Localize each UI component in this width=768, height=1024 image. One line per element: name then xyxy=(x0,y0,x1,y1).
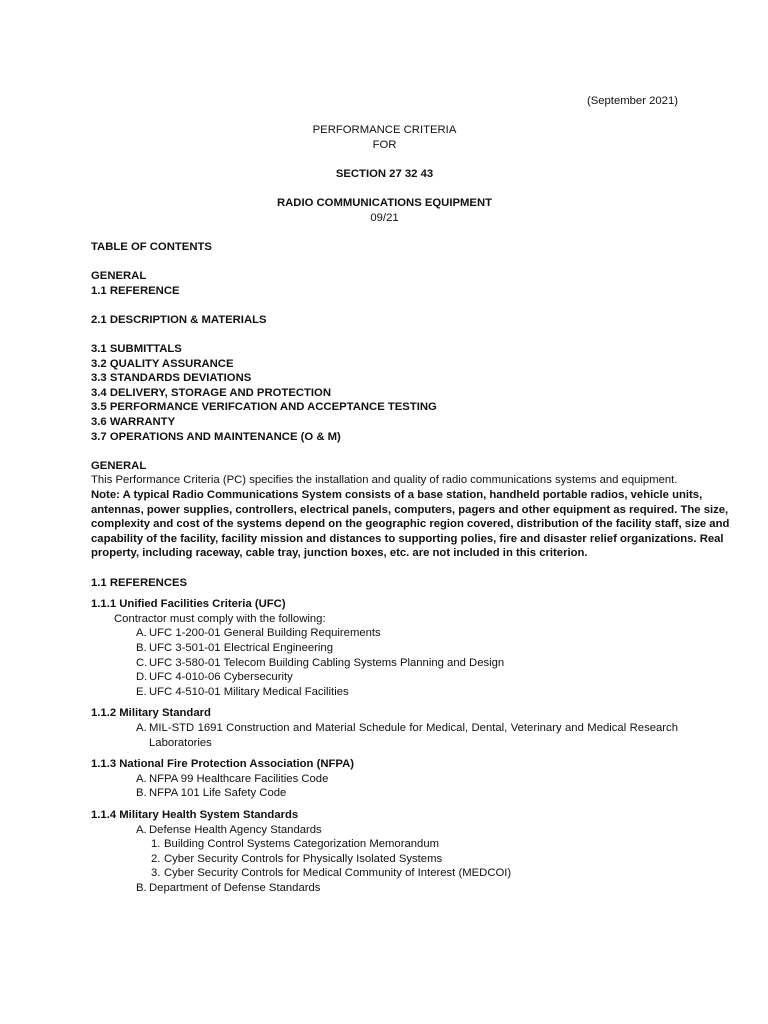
list-number: 1. xyxy=(151,838,161,851)
section-version: 09/21 xyxy=(370,211,399,224)
title-line1: PERFORMANCE CRITERIA xyxy=(312,124,457,137)
spacer xyxy=(91,590,678,597)
toc-item: 3.1 SUBMITTALS xyxy=(91,343,182,356)
spacer xyxy=(91,750,678,757)
list-text: UFC 4-510-01 Military Medical Facilities xyxy=(149,685,349,698)
section-subject: RADIO COMMUNICATIONS EQUIPMENT xyxy=(276,197,493,210)
list-item xyxy=(91,641,678,656)
sub-list-item xyxy=(91,852,678,867)
title-line2: FOR xyxy=(372,138,397,151)
list-item xyxy=(91,786,678,801)
toc-general: GENERAL xyxy=(91,270,147,283)
list-item xyxy=(91,823,678,838)
ufc-lead: Contractor must comply with the following: xyxy=(114,612,326,625)
list-number: 2. xyxy=(151,852,161,865)
ufc-heading: 1.1.1 Unified Facilities Criteria (UFC) xyxy=(91,598,286,611)
list-text: NFPA 99 Healthcare Facilities Code xyxy=(149,772,329,785)
list-text: UFC 4-010-06 Cybersecurity xyxy=(149,671,293,684)
spacer xyxy=(91,182,678,197)
general-intro: This Performance Criteria (PC) specifies the installation and quality of radio communications systems and equipment. xyxy=(91,474,678,487)
list-letter: B. xyxy=(136,641,147,654)
list-letter: B. xyxy=(136,881,147,894)
toc-heading: TABLE OF CONTENTS xyxy=(91,240,212,253)
list-letter: B. xyxy=(136,787,147,800)
spacer xyxy=(91,298,678,313)
list-item xyxy=(91,881,678,896)
note-line: capability of the facility, facility mission and distances to supporting polies, fire and disaster relief organizations. Real xyxy=(91,532,724,545)
nfpa-heading: 1.1.3 National Fire Protection Association (NFPA) xyxy=(91,758,355,771)
list-text: Cyber Security Controls for Physically Isolated Systems xyxy=(164,852,443,865)
list-letter: A. xyxy=(136,772,147,785)
toc-item: 2.1 DESCRIPTION & MATERIALS xyxy=(91,313,267,326)
list-letter: A. xyxy=(136,823,147,836)
list-letter: D. xyxy=(136,671,148,684)
spacer xyxy=(91,699,678,706)
list-item xyxy=(91,670,678,685)
toc-item: 3.5 PERFORMANCE VERIFCATION AND ACCEPTANCE TESTING xyxy=(91,401,437,414)
list-text: Building Control Systems Categorization Memorandum xyxy=(164,838,440,851)
document-date: (September 2021) xyxy=(586,95,678,107)
section-number: SECTION 27 32 43 xyxy=(335,167,434,180)
spacer xyxy=(91,109,678,124)
toc-item: 3.2 QUALITY ASSURANCE xyxy=(91,357,234,370)
mhs-heading: 1.1.4 Military Health System Standards xyxy=(91,808,299,821)
toc-item: 3.6 WARRANTY xyxy=(91,416,176,429)
list-text: NFPA 101 Life Safety Code xyxy=(149,787,287,800)
list-text: Cyber Security Controls for Medical Community of Interest (MEDCOI) xyxy=(164,867,512,880)
toc-item: 3.3 STANDARDS DEVIATIONS xyxy=(91,372,252,385)
spacer xyxy=(91,152,678,167)
list-text: UFC 1-200-01 General Building Requirements xyxy=(149,627,381,640)
list-letter: A. xyxy=(136,627,147,640)
general-heading: GENERAL xyxy=(91,459,147,472)
note-line: antennas, power supplies, controllers, electrical panels, computers, pagers and other equipment as required. The size, xyxy=(91,503,729,516)
list-letter: A. xyxy=(136,721,147,734)
list-text: UFC 3-580-01 Telecom Building Cabling Systems Planning and Design xyxy=(149,656,505,669)
note-line: property, including raceway, cable tray, junction boxes, etc. are not included in this criterion. xyxy=(91,547,588,560)
list-number: 3. xyxy=(151,867,161,880)
toc-item: 1.1 REFERENCE xyxy=(91,284,180,297)
list-letter: E. xyxy=(136,685,147,698)
list-item xyxy=(91,626,678,641)
list-text: Defense Health Agency Standards xyxy=(149,823,322,836)
list-text: MIL-STD 1691 Construction and Material Schedule for Medical, Dental, Veterinary and Medical Research Laboratories xyxy=(149,721,678,749)
spacer xyxy=(91,255,678,270)
spacer xyxy=(91,801,678,808)
spacer xyxy=(91,328,678,343)
list-item xyxy=(91,656,678,671)
list-text: Department of Defense Standards xyxy=(149,881,321,894)
note-line: complexity and cost of the systems depend on the geographic region covered, distribution of the facility staff, size and xyxy=(91,518,730,531)
toc-item: 3.7 OPERATIONS AND MAINTENANCE (O & M) xyxy=(91,430,341,443)
sub-list-item xyxy=(91,837,678,852)
spacer xyxy=(91,561,678,576)
list-item xyxy=(91,685,678,700)
references-heading: 1.1 REFERENCES xyxy=(91,576,188,589)
spacer xyxy=(91,225,678,240)
spacer xyxy=(91,444,678,459)
note-line: Note: A typical Radio Communications System consists of a base station, handheld portable radios, vehicle units, xyxy=(91,489,703,502)
list-item xyxy=(91,721,678,750)
sub-list-item xyxy=(91,866,678,881)
toc-item: 3.4 DELIVERY, STORAGE AND PROTECTION xyxy=(91,386,331,399)
list-text: UFC 3-501-01 Electrical Engineering xyxy=(149,641,333,654)
list-letter: C. xyxy=(136,656,148,669)
list-item xyxy=(91,772,678,787)
mil-heading: 1.1.2 Military Standard xyxy=(91,707,211,720)
